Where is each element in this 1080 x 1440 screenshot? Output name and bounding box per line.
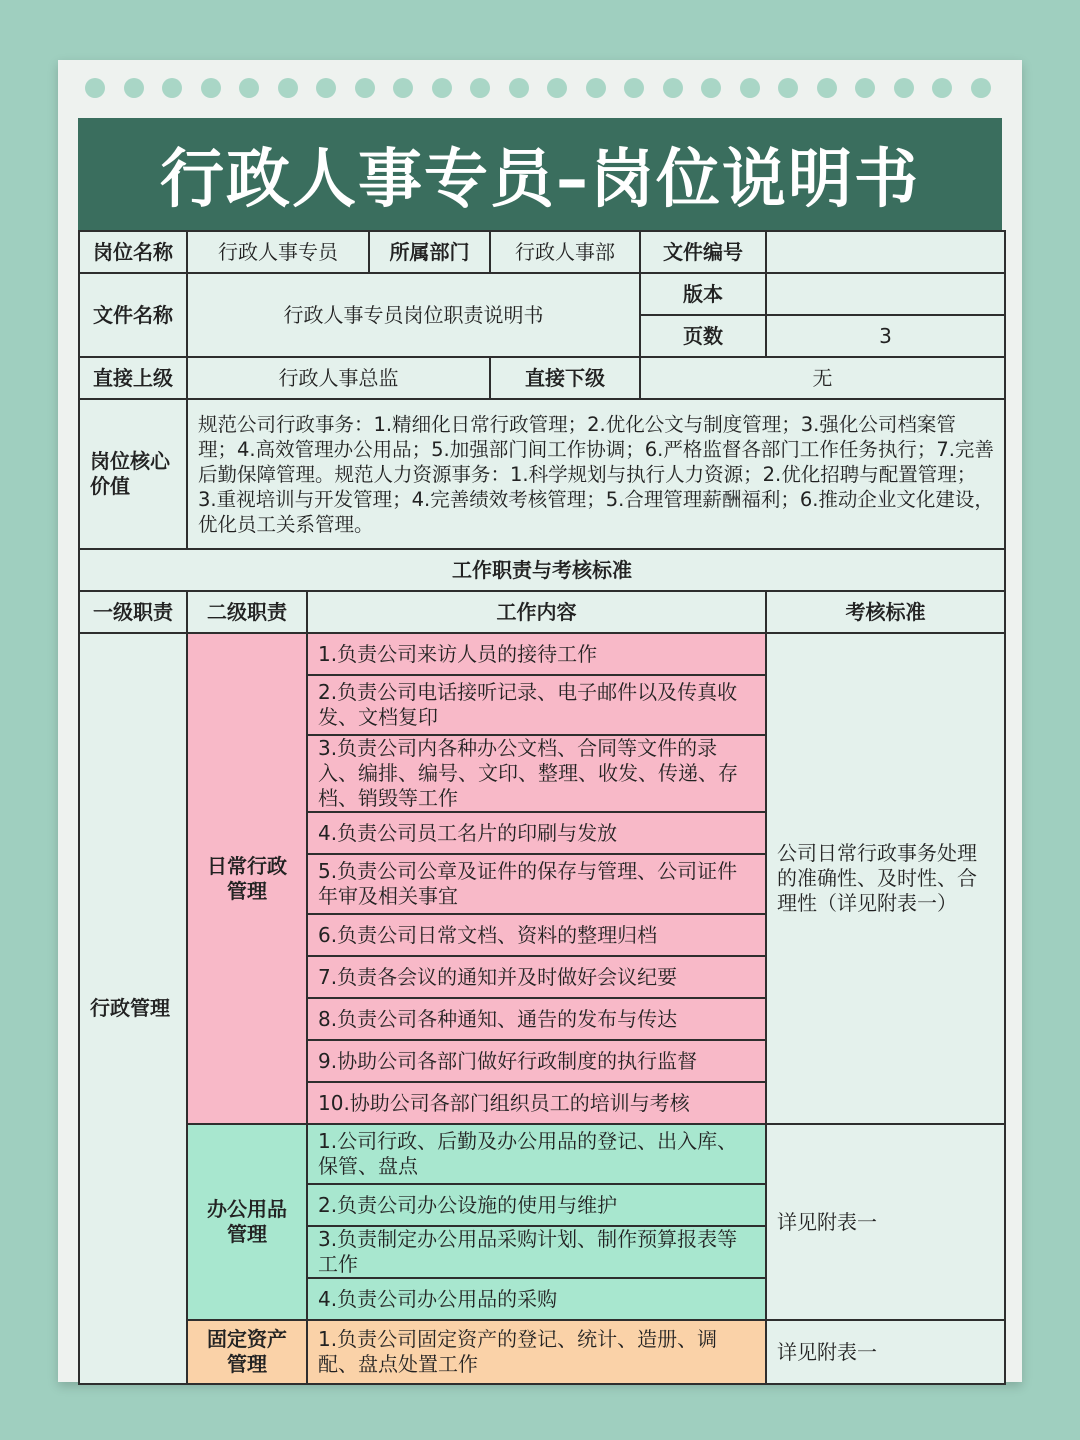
binder-holes: [58, 78, 1022, 102]
binder-hole: [932, 78, 952, 98]
binder-hole: [663, 78, 683, 98]
duty-item: 1.公司行政、后勤及办公用品的登记、出入库、保管、盘点: [307, 1124, 766, 1184]
binder-hole: [278, 78, 298, 98]
core-label: 岗位核心价值: [79, 399, 187, 549]
binder-hole: [432, 78, 452, 98]
document-paper: [58, 60, 1022, 1382]
binder-hole: [239, 78, 259, 98]
group-name: 办公用品管理: [187, 1124, 307, 1320]
binder-hole: [85, 78, 105, 98]
duty-item: 8.负责公司各种通知、通告的发布与传达: [307, 998, 766, 1040]
duty-item: 1.负责公司固定资产的登记、统计、造册、调配、盘点处置工作: [307, 1320, 766, 1384]
col-level2-header: 二级职责: [187, 591, 307, 633]
fileno-value: [766, 231, 1005, 273]
pages-label: 页数: [640, 315, 766, 357]
binder-hole: [124, 78, 144, 98]
filename-label: 文件名称: [79, 273, 187, 357]
position-label: 岗位名称: [79, 231, 187, 273]
info-row: [79, 231, 1005, 273]
group-standard: 公司日常行政事务处理的准确性、及时性、合理性（详见附表一）: [766, 633, 1005, 1124]
binder-hole: [316, 78, 336, 98]
duty-item: 5.负责公司公章及证件的保存与管理、公司证件年审及相关事宜: [307, 854, 766, 914]
position-value: 行政人事专员: [187, 231, 369, 273]
document-title: 行政人事专员–岗位说明书: [160, 143, 920, 217]
duty-item: 2.负责公司电话接听记录、电子邮件以及传真收发、文档复印: [307, 675, 766, 735]
binder-hole: [701, 78, 721, 98]
duty-item: 3.负责公司内各种办公文档、合同等文件的录入、编排、编号、文印、整理、收发、传递、存档、销毁等工作: [307, 735, 766, 812]
superior-label: 直接上级: [79, 357, 187, 399]
table-row: [79, 633, 1005, 675]
group-standard: 详见附表一: [766, 1124, 1005, 1320]
binder-hole: [778, 78, 798, 98]
col-level1-header: 一级职责: [79, 591, 187, 633]
title-banner: [78, 118, 1002, 230]
version-label: 版本: [640, 273, 766, 315]
filename-value: 行政人事专员岗位职责说明书: [187, 273, 640, 357]
duty-item: 3.负责制定办公用品采购计划、制作预算报表等工作: [307, 1226, 766, 1278]
binder-hole: [201, 78, 221, 98]
binder-hole: [355, 78, 375, 98]
dept-value: 行政人事部: [490, 231, 640, 273]
section-title-row: [79, 549, 1005, 591]
duty-item: 1.负责公司来访人员的接待工作: [307, 633, 766, 675]
duty-item: 10.协助公司各部门组织员工的培训与考核: [307, 1082, 766, 1124]
version-value: [766, 273, 1005, 315]
duty-item: 9.协助公司各部门做好行政制度的执行监督: [307, 1040, 766, 1082]
binder-hole: [855, 78, 875, 98]
binder-hole: [740, 78, 760, 98]
subordinate-label: 直接下级: [490, 357, 640, 399]
table-row: [79, 1320, 1005, 1384]
binder-hole: [894, 78, 914, 98]
info-row: [79, 273, 1005, 315]
superior-value: 行政人事总监: [187, 357, 490, 399]
subordinate-value: 无: [640, 357, 1005, 399]
group-name: 日常行政管理: [187, 633, 307, 1124]
group-name: 固定资产管理: [187, 1320, 307, 1384]
duty-item: 4.负责公司员工名片的印刷与发放: [307, 812, 766, 854]
table-row: [79, 1124, 1005, 1184]
job-description-table: [78, 230, 1006, 1385]
core-value: 规范公司行政事务：1.精细化日常行政管理；2.优化公文与制度管理；3.强化公司档案管理；4.高效管理办公用品；5.加强部门间工作协调；6.严格监督各部门工作任务执行；7.完善后勤保障管理。规范人力资源事务：1.科学规划与执行人力资源；2.优化招聘与配置管理；3.重视培训与开发管理；4.完善绩效考核管理；5.合理管理薪酬福利；6.推动企业文化建设，优化员工关系管理。: [187, 399, 1005, 549]
col-content-header: 工作内容: [307, 591, 766, 633]
pages-value: 3: [766, 315, 1005, 357]
duty-item: 7.负责各会议的通知并及时做好会议纪要: [307, 956, 766, 998]
section-title: 工作职责与考核标准: [79, 549, 1005, 591]
group-standard: 详见附表一: [766, 1320, 1005, 1384]
duty-item: 2.负责公司办公设施的使用与维护: [307, 1184, 766, 1226]
binder-hole: [547, 78, 567, 98]
dept-label: 所属部门: [369, 231, 490, 273]
binder-hole: [470, 78, 490, 98]
binder-hole: [162, 78, 182, 98]
binder-hole: [624, 78, 644, 98]
duty-item: 4.负责公司办公用品的采购: [307, 1278, 766, 1320]
col-standard-header: 考核标准: [766, 591, 1005, 633]
binder-hole: [509, 78, 529, 98]
info-row: [79, 357, 1005, 399]
binder-hole: [393, 78, 413, 98]
binder-hole: [971, 78, 991, 98]
column-header-row: [79, 591, 1005, 633]
binder-hole: [817, 78, 837, 98]
binder-hole: [586, 78, 606, 98]
level1-name: 行政管理: [79, 633, 187, 1384]
fileno-label: 文件编号: [640, 231, 766, 273]
core-value-row: [79, 399, 1005, 549]
duty-item: 6.负责公司日常文档、资料的整理归档: [307, 914, 766, 956]
